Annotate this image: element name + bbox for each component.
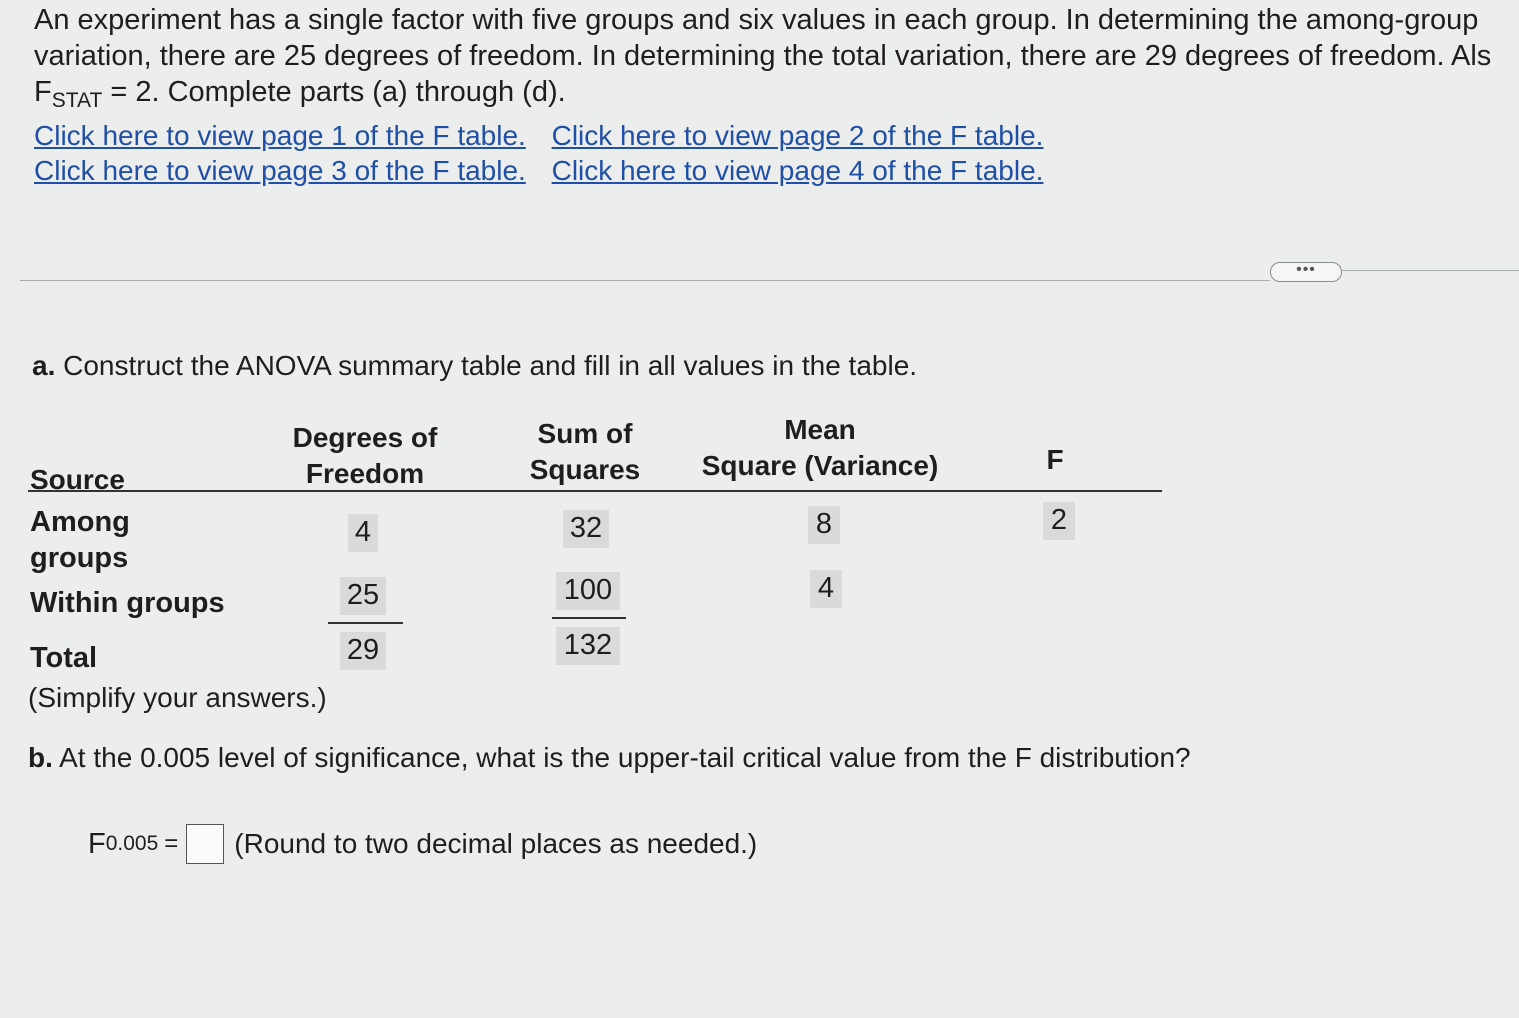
total-df-cell[interactable]: 29 (340, 632, 386, 670)
problem-line-2: variation, there are 25 degrees of freedom. In determining the total variation, there are 29 degrees of freedom. Als (34, 40, 1492, 72)
header-f: F (1046, 444, 1064, 475)
part-b-text: At the 0.005 level of significance, what is the upper-tail critical value from the F distribution? (59, 742, 1191, 773)
problem-statement (34, 2, 1514, 110)
header-ss (505, 416, 665, 488)
row-label-among-line-2: groups (30, 542, 129, 574)
f-table-links (34, 118, 1061, 188)
row-label-among (30, 504, 130, 576)
header-df (270, 420, 460, 492)
problem-line-3-text: = 2. Complete parts (a) through (d). (102, 76, 566, 108)
part-b-answer-row (88, 824, 757, 864)
header-ss-line-2: Squares (529, 454, 641, 485)
more-options-button[interactable]: ••• (1270, 262, 1342, 282)
row-label-among-line-1: Among (30, 506, 130, 538)
header-source: Source (30, 464, 125, 495)
section-divider-right (1340, 270, 1519, 271)
part-a-letter: a. (32, 350, 56, 381)
problem-line-1: An experiment has a single factor with five groups and six values in each group. In determining the among-group (34, 4, 1479, 36)
simplify-note: (Simplify your answers.) (28, 682, 327, 713)
within-ss-cell[interactable]: 100 (556, 572, 620, 610)
among-f-cell[interactable]: 2 (1043, 502, 1075, 540)
header-df-line-2: Freedom (305, 458, 425, 489)
within-df-cell[interactable]: 25 (340, 577, 386, 615)
f-critical-answer-input[interactable] (186, 824, 224, 864)
header-df-line-1: Degrees of (292, 422, 438, 453)
header-ms-line-1: Mean (784, 414, 856, 445)
among-df-cell[interactable]: 4 (348, 514, 378, 552)
f-critical-symbol: F (88, 827, 106, 860)
rounding-note: (Round to two decimal places as needed.) (234, 828, 758, 859)
f-critical-subscript: 0.005 (105, 832, 159, 855)
section-divider (20, 280, 1270, 281)
header-ms-line-2: Square (Variance) (701, 450, 939, 481)
f-table-page-2-link[interactable]: Click here to view page 2 of the F table. (551, 120, 1044, 151)
within-ms-cell[interactable]: 4 (810, 570, 842, 608)
total-ss-cell[interactable]: 132 (556, 627, 620, 665)
header-ms (680, 412, 960, 484)
problem-line-3 (34, 74, 1514, 110)
f-table-page-1-link[interactable]: Click here to view page 1 of the F table. (34, 120, 526, 151)
fstat-symbol: F (34, 76, 52, 108)
f-table-page-3-link[interactable]: Click here to view page 3 of the F table. (34, 155, 526, 186)
header-ss-line-1: Sum of (537, 418, 633, 449)
part-b-question (28, 742, 1191, 774)
fstat-subscript: STAT (51, 89, 103, 110)
equals-sign: = (164, 830, 179, 857)
part-a-text: Construct the ANOVA summary table and fill in all values in the table. (63, 350, 918, 381)
f-table-page-4-link[interactable]: Click here to view page 4 of the F table. (551, 155, 1044, 186)
among-ss-cell[interactable]: 32 (563, 510, 609, 548)
row-label-total: Total (30, 642, 98, 674)
part-b-letter: b. (28, 742, 53, 773)
among-ms-cell[interactable]: 8 (808, 506, 840, 544)
part-a-question (32, 350, 917, 382)
ss-sum-line (552, 617, 626, 619)
row-label-within: Within groups (30, 587, 225, 619)
table-header-rule (28, 490, 1162, 492)
df-sum-line (328, 622, 403, 624)
